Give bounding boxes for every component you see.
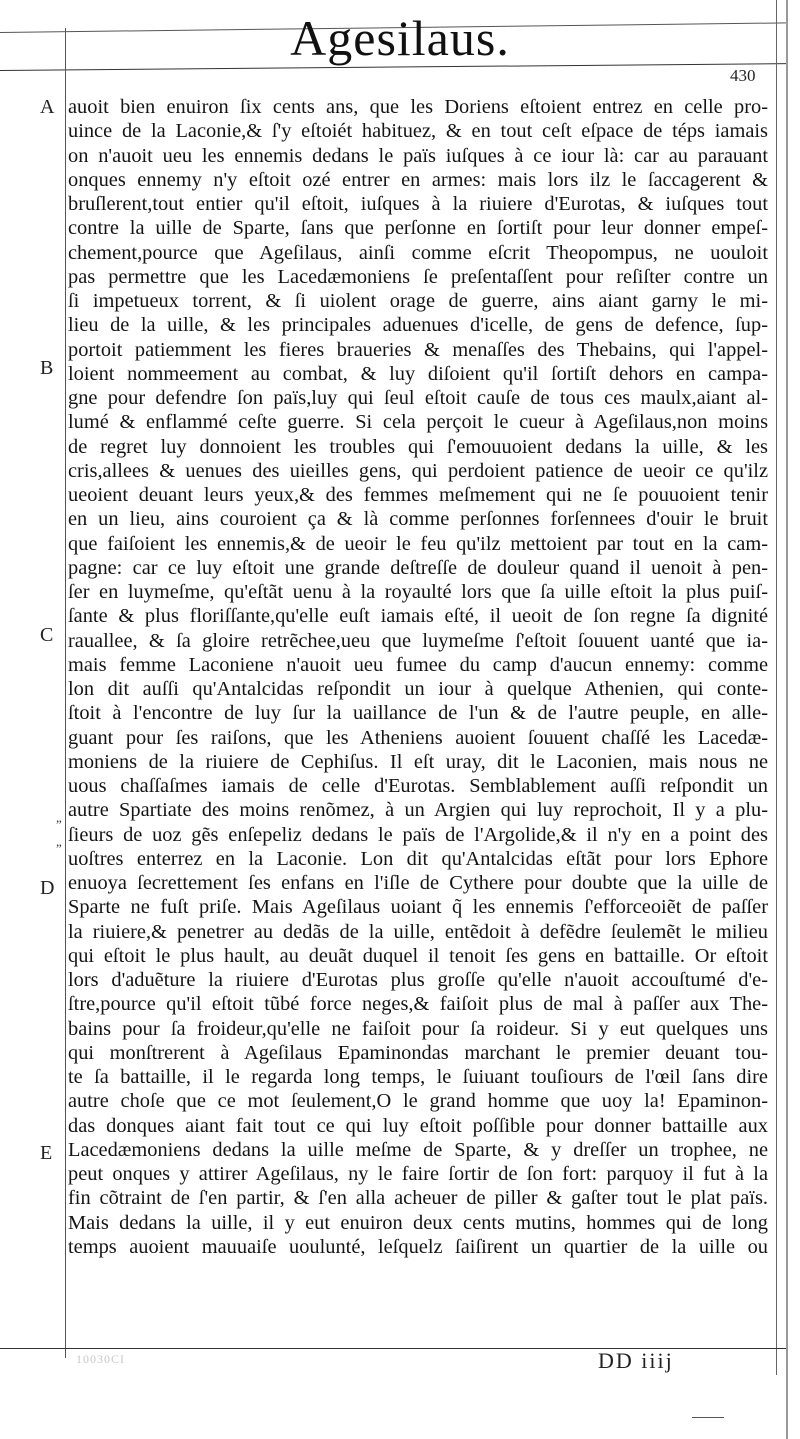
text-line: onques ennemy n'y eſtoit ozé entrer en armes: mais lors ilz le ſaccagerent &	[68, 168, 768, 191]
folio-number: 430	[730, 66, 756, 85]
text-line: das donques aiant fait tout ce qui luy eſtoit poſſible pour donner battaille aux	[68, 1114, 768, 1137]
text-line: auoit bien enuiron ſix cents ans, que les Doriens eſtoient entrez en celle pro-	[68, 96, 768, 118]
text-line: autre choſe que ce mot ſeulement,O le grand homme que uoy la! Epaminon-	[68, 1090, 768, 1113]
text-line: uince de la Laconie,& ſ'y eſtoiét habituez, & en tout ceſt eſpace de téps iamais	[68, 120, 768, 143]
margin-quote-mark: „	[56, 810, 62, 825]
text-line: pas permettre que les Lacedæmoniens ſe preſentaſſent pour reſiſter contre un	[68, 265, 768, 288]
text-line: bains pour ſa froideur,qu'elle ne faiſoit pour ſa roideur. Si y eut quelques uns	[68, 1017, 768, 1040]
text-line: ſtre,pource qu'il eſtoit tũbé force neges,& faiſoit plus de mal à paſſer aux The-	[68, 993, 768, 1016]
text-line: peut onques y attirer Ageſilaus, ny le faire ſortir de ſon fort: parquoy il fut à la	[68, 1163, 768, 1185]
text-line: Lacedæmoniens dedans la uille meſme de Sparte, & y dreſſer un trophee, ne	[68, 1138, 768, 1161]
text-line: mais femme Laconiene n'auoit ueu fumee du camp d'aucun ennemy: comme	[68, 653, 768, 676]
text-line: cris,allees & uenues des uieilles gens, qui perdoient patience de ueoir ce qu'ilz	[68, 459, 768, 482]
text-line: qui eſtoit le plus hault, au deuãt duquel il tenoit ſes gens en battaille. Or eſtoit	[68, 944, 768, 967]
text-line: autre Spartiate des moins renõmez, à un Argien qui luy reprochoit, Il y a plu-	[68, 799, 768, 822]
text-line: ſi impetueux torrent, & ſi uiolent orage de guerre, ains aiant garny le mi-	[68, 290, 768, 312]
text-line: moniens de la riuiere de Cephiſus. Il eſt uray, dit le Laconien, mais nous ne	[68, 750, 768, 773]
text-line: ſer en luymeſme, qu'eſtãt uenu à la royaulté lors que ſa uille eſtoit la plus puiſ-	[68, 581, 768, 603]
margin-letter-d: D	[40, 877, 55, 899]
text-line: ſante & plus floriſſante,qu'elle euſt iamais eſté, il ueoit de ſon regne ſa dignité	[68, 605, 768, 628]
text-line: lumé & enflammé ceſte guerre. Si cela perçoit le cueur à Ageſilaus,non moins	[68, 411, 768, 434]
margin-letter-a: A	[40, 96, 55, 118]
text-line: enuoya ſecrettement ſes enfans en l'iſle de Cythere pour doubte que la uille de	[68, 872, 768, 894]
text-line: de regret luy donnoient les troubles qui ſ'emouuoient dedans la uille, & les	[68, 435, 768, 458]
text-line: lors d'aduẽture la riuiere d'Eurotas plus groſſe qu'elle n'auoit accouſtumé d'e-	[68, 969, 768, 991]
margin-letter-c: C	[40, 624, 54, 646]
margin-quote-mark: „	[56, 834, 62, 849]
text-line: fin cõtraint de ſ'en partir, & ſ'en alla acheuer de piller & gaſter tout le plat païs.	[68, 1187, 768, 1210]
text-line: lon dit auſſi qu'Antalcidas reſpondit un iour à quelque Athenien, qui conte-	[68, 678, 768, 700]
text-line: on n'auoit ueu les ennemis dedans le païs iuſques à ce iour là: car au parauant	[68, 144, 768, 167]
text-line: qui monſtrerent à Ageſilaus Epaminondas marchant le premier deuant tou-	[68, 1041, 768, 1064]
text-line: ſieurs de uoz gẽs enſepeliz dedans le païs de l'Argolide,& il n'y en a point des	[68, 823, 768, 846]
text-line: ſtoit à l'encontre de luy ſur la uaillance de l'un & de l'autre peuple, en alle-	[68, 702, 768, 725]
text-line: temps auoient mauuaiſe uoulunté, leſquelz ſaiſirent un quartier de la uille ou	[68, 1235, 768, 1258]
text-line: uous chaſſaſmes iamais de celle d'Eurotas. Semblablement auſſi reſpondit un	[68, 775, 768, 797]
text-line: lieu de la uille, & les principales aduenues d'icelle, de gens de defence, ſup-	[68, 314, 768, 337]
body-text	[68, 95, 768, 1259]
stamp-bleed: 10030CI	[76, 1352, 125, 1366]
text-line: Sparte ne fuſt priſe. Mais Ageſilaus uoiant q̃ les ennemis ſ'efforceoiẽt de paſſer	[68, 896, 768, 919]
text-line: loient nommeement au combat, & luy diſoient qu'il ſortiſt dehors en campa-	[68, 362, 768, 385]
text-line: guant pour ſes raiſons, que les Atheniens auoient ſouuent chaſſé les Lacedæ-	[68, 726, 768, 749]
text-line: portoit patiemment les fieres braueries & menaſſes des Thebains, qui l'appel-	[68, 338, 768, 361]
text-line: Mais dedans la uille, il y eut enuiron deux cents mutins, hommes qui de long	[68, 1211, 768, 1234]
text-line: en un lieu, ains couroient ça & là comme perſonnes forſennees d'ouir le bruit	[68, 508, 768, 531]
text-line: chement,pource que Ageſilaus, ainſi comme eſcrit Theopompus, ne uouloit	[68, 241, 768, 264]
text-line: la riuiere,& penetrer au dedãs de la uille, entẽdoit à defẽdre ſeulemẽt le milieu	[68, 920, 768, 943]
text-line: contre la uille de Sparte, ſans que perſonne en ſortiſt pour leur donner empeſ-	[68, 217, 768, 240]
text-line: uoſtres enterrez en la Laconie. Lon dit qu'Antalcidas eſtãt pour lors Ephore	[68, 847, 768, 870]
bottom-tick-mark	[692, 1417, 724, 1418]
margin-letter-e: E	[40, 1142, 53, 1164]
page-edge	[786, 0, 788, 1439]
text-line: te ſa battaille, il le regarda long temps, le ſuiuant touſiours de l'œil ſans dire	[68, 1066, 768, 1088]
frame-rule-left	[65, 28, 66, 1358]
text-line: gne pour defendre ſon païs,luy qui ſeul eſtoit cauſe de tous ces maulx,aiant al-	[68, 387, 768, 409]
text-line: rauallee, & ſa gloire retrẽchee,ueu que luymeſme ſ'eſtoit ſouuent uanté que ia-	[68, 629, 768, 652]
margin-letter-b: B	[40, 357, 54, 379]
running-title: Agesilaus.	[290, 10, 510, 66]
text-line: bruſlerent,tout entier qu'il eſtoit, iuſques à la riuiere d'Eurotas, & iuſques tout	[68, 193, 768, 215]
text-line: pagne: car ce luy eſtoit une grande deſtreſſe de douleur quand il uenoit à pen-	[68, 556, 768, 579]
text-line: que faiſoient les ennemis,& de ueoir le feu qu'ilz mettoient par tout en la cam-	[68, 532, 768, 555]
frame-rule-right	[776, 0, 777, 1375]
signature-mark: DD iiij	[598, 1348, 674, 1373]
text-line: ueoient deuant leurs yeux,& des femmes meſmement qui ne ſe pouuoient tenir	[68, 484, 768, 506]
